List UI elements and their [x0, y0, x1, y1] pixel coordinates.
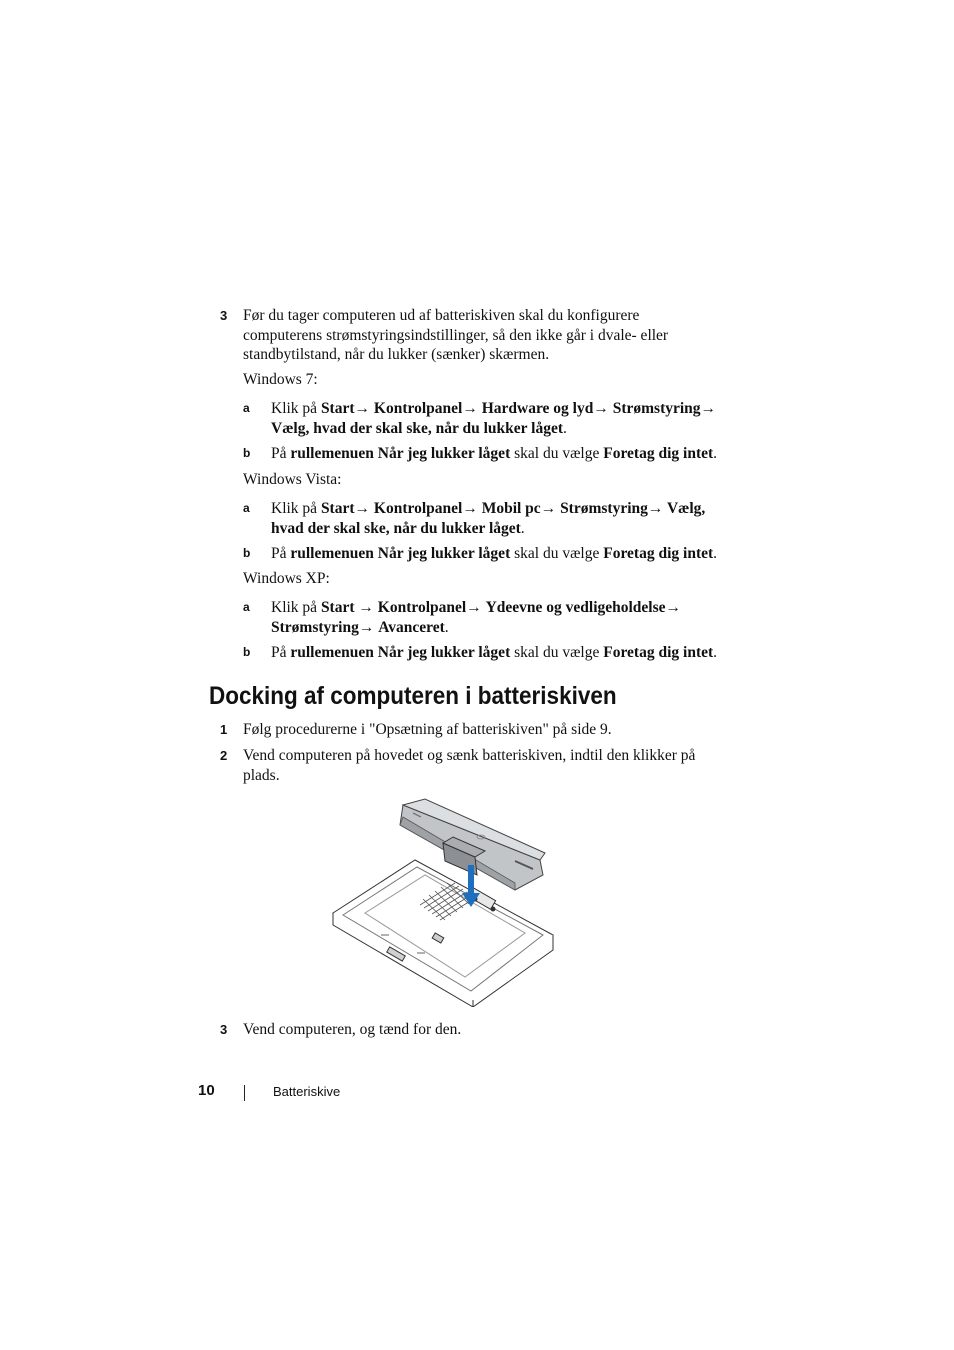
substep-line — [271, 519, 731, 539]
menu-path-item: Kontrolpanel — [377, 599, 467, 616]
text-run: . — [562, 419, 567, 437]
text-run: På — [271, 445, 291, 462]
substep-text — [271, 643, 717, 663]
menu-path-item: Kontrolpanel — [373, 500, 463, 517]
arrow-icon: → — [354, 500, 371, 517]
arrow-icon: → — [540, 500, 557, 517]
text-run: . — [520, 519, 525, 537]
text-run: . — [713, 644, 718, 661]
text-run: skal du vælge — [510, 445, 604, 462]
step-line: computerens strømstyringsindstillinger, så den ikke går i dvale- eller — [243, 326, 669, 344]
arrow-icon: → — [462, 400, 478, 417]
text-run: Klik på — [271, 400, 321, 417]
step-line: Før du tager computeren ud af batteriskiven skal du konfigurere — [243, 307, 640, 324]
menu-path-item: Avanceret — [378, 618, 445, 636]
substep-letter: b — [243, 645, 251, 659]
menu-choice: Foretag dig intet — [603, 545, 714, 562]
substep-text — [271, 598, 731, 637]
substep-line — [271, 618, 731, 638]
text-run: Klik på — [271, 599, 321, 616]
step-number: 3 — [220, 1022, 228, 1037]
substep-letter: b — [243, 546, 251, 560]
substep-text — [271, 544, 717, 564]
menu-path-item: Strømstyring — [271, 618, 359, 636]
menu-name: rullemenuen Når jeg lukker låget — [290, 545, 511, 562]
menu-path-item: hvad der skal ske, når du lukker låget — [271, 519, 521, 537]
section-heading: Docking af computeren i batteriskiven — [209, 682, 617, 710]
substep-text — [271, 399, 731, 438]
text-run: . — [713, 445, 718, 462]
substep-letter: a — [243, 401, 250, 415]
substep-letter: a — [243, 501, 250, 515]
menu-path-item: Start — [320, 500, 355, 517]
arrow-icon: → — [700, 400, 717, 417]
substep-line — [271, 399, 731, 419]
step-text: Følg procedurerne i "Opsætning af batteriskiven" på side 9. — [243, 721, 612, 738]
menu-path-item: Mobil pc — [481, 500, 541, 517]
step-line: standbytilstand, når du lukker (sænker) skærmen. — [243, 346, 550, 363]
substep-line — [271, 598, 731, 618]
arrow-icon: → — [358, 618, 375, 636]
menu-path-item: Hardware og lyd — [481, 400, 594, 417]
menu-path-item: Strømstyring — [612, 400, 701, 417]
menu-choice: Foretag dig intet — [603, 644, 714, 661]
text-run: skal du vælge — [510, 644, 604, 661]
text-run: skal du vælge — [510, 545, 604, 562]
substep-line — [271, 499, 731, 519]
menu-path-item: Ydeevne og vedligeholdelse — [485, 599, 666, 616]
text-run: På — [271, 644, 291, 661]
text-run: . — [444, 618, 449, 636]
arrow-icon: → — [462, 500, 478, 517]
substep-line — [271, 419, 731, 439]
step-text — [243, 306, 723, 365]
os-label: Windows 7: — [243, 371, 318, 388]
arrow-icon: → — [466, 599, 482, 616]
menu-path-item: Kontrolpanel — [373, 400, 463, 417]
step-text: Vend computeren, og tænd for den. — [243, 1021, 462, 1038]
menu-name: rullemenuen Når jeg lukker låget — [290, 445, 511, 462]
step-number: 1 — [220, 722, 228, 737]
menu-path-item: Vælg, — [663, 500, 706, 517]
text-run: På — [271, 545, 291, 562]
text-run: . — [713, 545, 718, 562]
menu-path-item: Strømstyring — [560, 500, 648, 517]
step-number: 2 — [220, 748, 228, 763]
docking-illustration — [325, 795, 565, 1007]
arrow-icon: → — [647, 500, 664, 517]
arrow-icon: → — [358, 599, 374, 616]
footer-divider — [244, 1085, 245, 1101]
arrow-icon: → — [665, 599, 682, 616]
substep-text — [271, 444, 717, 464]
page-number: 10 — [198, 1082, 215, 1099]
step-text — [243, 746, 723, 785]
os-label: Windows Vista: — [243, 471, 342, 488]
arrow-icon: → — [354, 400, 371, 417]
step-line: Vend computeren på hovedet og sænk batteriskiven, indtil den klikker på — [243, 747, 696, 764]
step-line: plads. — [243, 766, 280, 784]
substep-text — [271, 499, 731, 538]
menu-name: rullemenuen Når jeg lukker låget — [290, 644, 511, 661]
menu-choice: Foretag dig intet — [603, 445, 714, 462]
arrow-icon: → — [593, 400, 609, 417]
menu-path-item: Start — [320, 599, 355, 616]
step-number: 3 — [220, 308, 228, 323]
footer-section-title: Batteriskive — [273, 1084, 341, 1099]
substep-letter: a — [243, 600, 250, 614]
menu-path-item: Vælg, hvad der skal ske, når du lukker låget — [271, 419, 563, 437]
menu-path-item: Start — [320, 400, 355, 417]
substep-letter: b — [243, 446, 251, 460]
text-run: Klik på — [271, 500, 321, 517]
os-label: Windows XP: — [243, 570, 330, 587]
